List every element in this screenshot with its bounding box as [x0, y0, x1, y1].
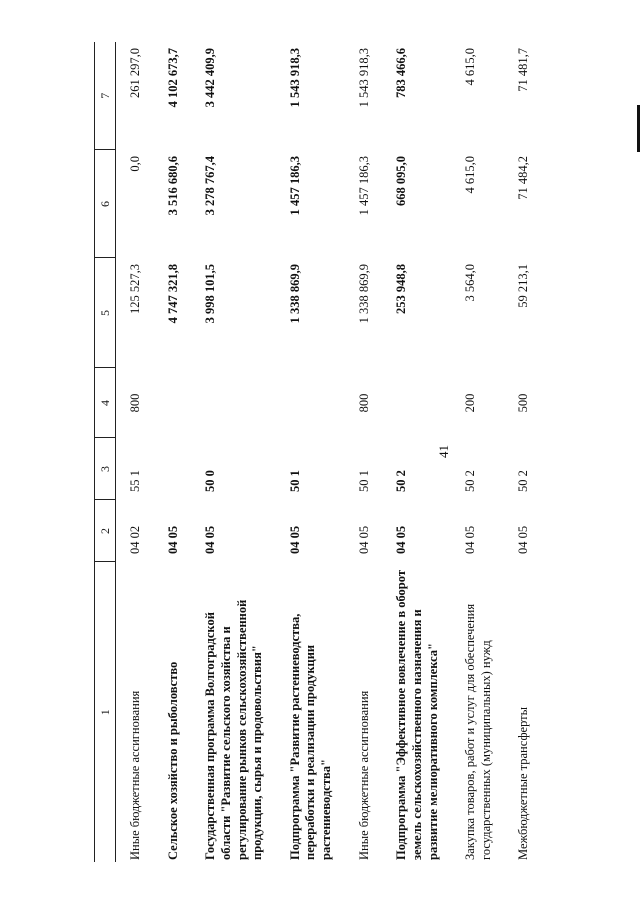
amount-col7: 71 481,7 [516, 48, 531, 92]
row-label: Иные бюджетные ассигнования [356, 690, 371, 860]
row-label: Межбюджетные трансферты [516, 706, 531, 860]
table-row [382, 42, 451, 862]
column-header-4: 4 [95, 368, 116, 438]
row-label: Подпрограмма "Эффективное вовлечение в оборот земель сельскохозяйственного назначения и развитие мелиоративного комплекса" [394, 570, 440, 860]
amount-col5: 59 213,1 [516, 264, 531, 308]
budget-table [94, 42, 550, 862]
table-row [276, 42, 345, 862]
table-header-row [95, 42, 116, 862]
row-label: Закупка товаров, работ и услуг для обеспечения государственных (муниципальных) нужд [463, 603, 493, 860]
amount-col6: 668 095,0 [394, 156, 409, 206]
row-label: Государственная программа Волгоградской области "Развитие сельского хозяйства и регулирование рынков сельскохозяйственной продукции, сырья и продовольствия" [203, 599, 265, 860]
amount-col6: 1 457 186,3 [356, 156, 371, 216]
table-row [345, 42, 383, 862]
budget-table-rotated [94, 42, 628, 862]
amount-col7: 783 466,6 [394, 48, 409, 98]
section-code: 04 05 [287, 525, 302, 554]
amount-col6: 4 615,0 [463, 156, 478, 194]
program-code: 50 2 [394, 470, 409, 492]
section-code: 04 05 [463, 525, 478, 554]
program-code: 50 2 [463, 470, 478, 492]
amount-col7: 3 442 409,9 [203, 48, 218, 108]
table-row [451, 42, 504, 862]
page-number: 41 [436, 445, 451, 458]
program-code [154, 438, 192, 500]
expense-type-code: 500 [516, 393, 531, 413]
amount-col7: 261 297,0 [128, 48, 142, 98]
amount-col5: 1 338 869,9 [356, 264, 371, 324]
program-code: 50 0 [203, 470, 218, 492]
amount-col6: 3 516 680,6 [165, 156, 180, 216]
column-header-1: 1 [95, 562, 116, 862]
table-row [191, 42, 276, 862]
amount-col5: 253 948,8 [394, 264, 409, 314]
amount-col6: 0,0 [128, 156, 142, 172]
amount-col5: 4 747 321,8 [165, 264, 180, 324]
amount-col6: 3 278 767,4 [203, 156, 218, 216]
section-code: 04 05 [203, 525, 218, 554]
amount-col5: 125 527,3 [128, 264, 142, 314]
amount-col7: 4 102 673,7 [165, 48, 180, 108]
table-row [504, 42, 550, 862]
program-code: 55 1 [128, 470, 142, 492]
section-code: 04 02 [128, 525, 142, 554]
column-header-2: 2 [95, 500, 116, 562]
column-header-7: 7 [95, 42, 116, 150]
section-code: 04 05 [516, 525, 531, 554]
amount-col7: 1 543 918,3 [356, 48, 371, 108]
section-code: 04 05 [356, 525, 371, 554]
amount-col6: 71 484,2 [516, 156, 531, 200]
amount-col7: 1 543 918,3 [287, 48, 302, 108]
table-body [116, 42, 551, 862]
amount-col5: 3 998 101,5 [203, 264, 218, 324]
amount-col5: 3 564,0 [463, 264, 478, 302]
expense-type-code [276, 368, 345, 438]
amount-col7: 4 615,0 [463, 48, 478, 86]
amount-col5: 1 338 869,9 [287, 264, 302, 324]
program-code: 50 1 [356, 470, 371, 492]
expense-type-code: 800 [128, 393, 142, 413]
row-label: Иные бюджетные ассигнования [128, 690, 142, 860]
expense-type-code [382, 368, 451, 438]
expense-type-code: 200 [463, 393, 478, 413]
column-header-3: 3 [95, 438, 116, 500]
column-header-5: 5 [95, 258, 116, 368]
table-row [154, 42, 192, 862]
section-code: 04 05 [394, 525, 409, 554]
expense-type-code [154, 368, 192, 438]
row-label: Подпрограмма "Развитие растениеводства, переработки и реализации продукции растениеводства" [287, 613, 333, 860]
column-header-6: 6 [95, 150, 116, 258]
expense-type-code [191, 368, 276, 438]
section-code: 04 05 [165, 525, 180, 554]
program-code: 50 2 [516, 470, 531, 492]
expense-type-code: 800 [356, 393, 371, 413]
row-label: Сельское хозяйство и рыболовство [165, 661, 180, 860]
program-code: 50 1 [287, 470, 302, 492]
table-row [116, 42, 154, 862]
amount-col6: 1 457 186,3 [287, 156, 302, 216]
